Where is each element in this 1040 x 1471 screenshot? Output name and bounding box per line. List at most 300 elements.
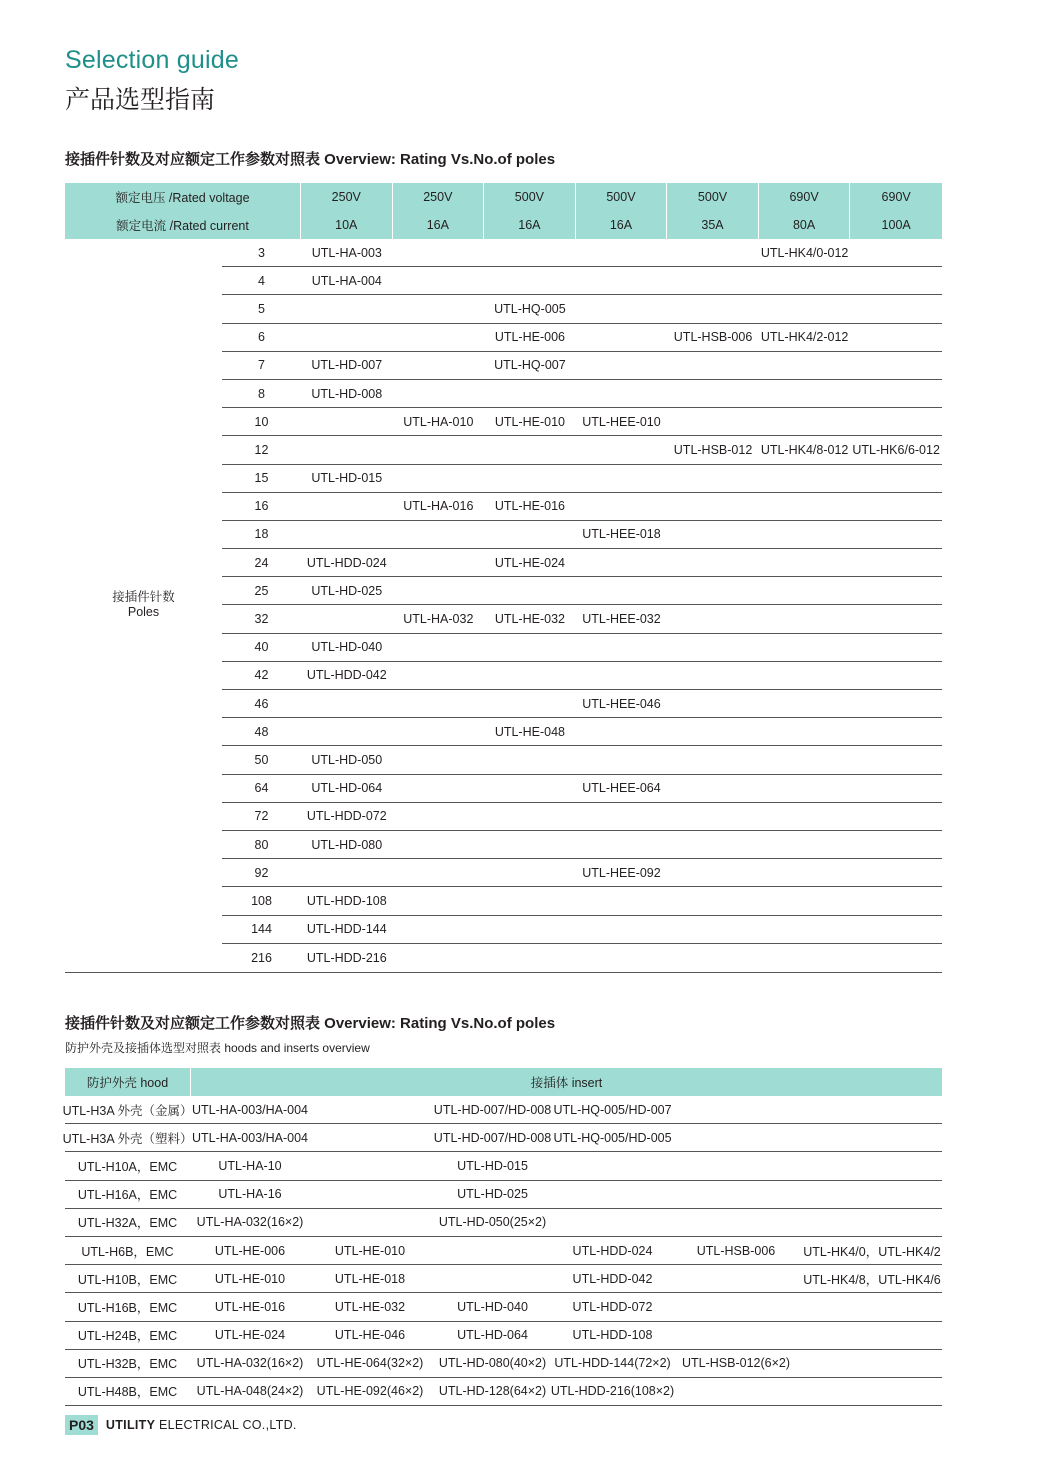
table-row — [65, 1181, 942, 1209]
poles-rows — [222, 239, 942, 972]
insert-cell — [802, 1350, 942, 1377]
model-cell — [667, 690, 759, 717]
pole-count: 4 — [258, 273, 265, 288]
model-cell — [759, 746, 851, 773]
model-cell — [850, 944, 942, 972]
table-row — [65, 1293, 942, 1321]
model-cell — [301, 605, 393, 632]
insert-cell: UTL-HE-032 — [334, 1299, 406, 1314]
hood-cell: UTL-H16A，EMC — [77, 1188, 178, 1203]
table-row — [65, 1209, 942, 1237]
model-cell — [484, 662, 576, 689]
model-cell — [484, 577, 576, 604]
insert-cell — [802, 1378, 942, 1405]
model-cell — [667, 916, 759, 943]
model-cell — [850, 577, 942, 604]
model-cell: UTL-HE-006 — [494, 330, 565, 345]
model-cell: UTL-HEE-092 — [582, 865, 661, 880]
insert-cell — [555, 1209, 670, 1236]
table-row — [222, 944, 942, 972]
model-cell — [393, 690, 485, 717]
model-cell — [393, 577, 485, 604]
insert-cell — [310, 1209, 430, 1236]
insert-cell: UTL-HDD-216(108×2) — [550, 1384, 675, 1399]
insert-cell: UTL-HA-032(16×2) — [196, 1356, 304, 1371]
insert-cell: UTL-HE-018 — [334, 1271, 406, 1286]
pole-count: 48 — [254, 724, 269, 739]
model-cell — [667, 521, 759, 548]
pole-count: 25 — [254, 583, 269, 598]
insert-header: 接插体 insert — [530, 1076, 603, 1090]
model-cell — [850, 380, 942, 407]
insert-cell — [670, 1124, 802, 1151]
pole-count: 40 — [254, 640, 269, 655]
insert-cell: UTL-HE-016 — [214, 1299, 286, 1314]
table-row — [222, 718, 942, 746]
table-row — [65, 1350, 942, 1378]
model-cell — [759, 521, 851, 548]
voltage-value: 250V — [393, 183, 485, 211]
model-cell — [484, 521, 576, 548]
model-cell: UTL-HEE-010 — [582, 414, 661, 429]
model-cell — [393, 803, 485, 830]
model-cell — [667, 605, 759, 632]
model-cell — [393, 944, 485, 972]
model-cell — [484, 775, 576, 802]
hood-cell: UTL-H3A 外壳（金属） — [62, 1103, 193, 1118]
model-cell: UTL-HE-032 — [494, 612, 565, 627]
insert-cell — [802, 1293, 942, 1320]
insert-cell: UTL-HD-007/HD-008 — [433, 1102, 552, 1117]
insert-cell: UTL-HA-16 — [218, 1187, 282, 1202]
model-cell — [850, 352, 942, 379]
table-row — [222, 634, 942, 662]
table-row — [222, 831, 942, 859]
model-cell: UTL-HK4/2-012 — [760, 330, 849, 345]
model-cell: UTL-HSB-006 — [673, 330, 753, 345]
model-cell — [850, 605, 942, 632]
model-cell — [759, 859, 851, 886]
model-cell — [301, 436, 393, 463]
model-cell — [759, 605, 851, 632]
model-cell: UTL-HDD-024 — [306, 555, 387, 570]
model-cell — [301, 493, 393, 520]
model-cell — [393, 634, 485, 661]
model-cell — [667, 408, 759, 435]
model-cell — [576, 803, 668, 830]
page-footer — [65, 1415, 297, 1435]
voltage-value: 500V — [484, 183, 576, 211]
insert-cell — [802, 1152, 942, 1179]
model-cell — [301, 718, 393, 745]
model-cell — [850, 295, 942, 322]
insert-cell — [670, 1293, 802, 1320]
current-value: 35A — [667, 211, 759, 239]
pole-count: 42 — [254, 668, 269, 683]
model-cell: UTL-HDD-216 — [306, 950, 387, 965]
insert-cell — [802, 1322, 942, 1349]
current-header-row — [65, 211, 942, 239]
model-cell: UTL-HD-008 — [311, 386, 383, 401]
model-cell — [850, 634, 942, 661]
table-row — [222, 916, 942, 944]
pole-count: 16 — [254, 499, 269, 514]
model-cell — [484, 916, 576, 943]
model-cell — [393, 352, 485, 379]
rating-poles-table — [65, 183, 942, 973]
pole-count: 92 — [254, 865, 269, 880]
hood-header: 防护外壳 hood — [65, 1068, 191, 1096]
model-cell: UTL-HQ-005 — [494, 301, 566, 316]
insert-cell — [310, 1096, 430, 1123]
table-row — [222, 887, 942, 915]
model-cell — [393, 239, 485, 266]
model-cell — [393, 831, 485, 858]
model-cell — [667, 577, 759, 604]
model-cell — [393, 267, 485, 294]
model-cell — [667, 380, 759, 407]
page-title-cn: 产品选型指南 — [65, 86, 216, 114]
model-cell — [759, 465, 851, 492]
insert-cell: UTL-HDD-144(72×2) — [554, 1356, 671, 1371]
model-cell — [850, 859, 942, 886]
model-cell — [576, 831, 668, 858]
model-cell — [393, 859, 485, 886]
model-cell: UTL-HDD-144 — [306, 922, 387, 937]
insert-cell — [802, 1096, 942, 1123]
model-cell — [576, 887, 668, 914]
insert-cell: UTL-HDD-108 — [572, 1328, 653, 1343]
insert-cell — [430, 1237, 555, 1264]
model-cell — [759, 267, 851, 294]
model-cell — [667, 267, 759, 294]
pole-count: 32 — [254, 612, 269, 627]
insert-cell — [670, 1181, 802, 1208]
poles-label-cn: 接插件针数 — [112, 590, 175, 605]
model-cell: UTL-HA-003 — [311, 245, 382, 260]
hood-cell: UTL-H10A，EMC — [77, 1159, 178, 1174]
model-cell — [393, 380, 485, 407]
pole-count: 15 — [254, 471, 269, 486]
model-cell — [667, 493, 759, 520]
insert-cell — [670, 1152, 802, 1179]
model-cell — [667, 352, 759, 379]
hood-cell: UTL-H16B，EMC — [77, 1300, 178, 1315]
insert-cell: UTL-HDD-042 — [572, 1271, 653, 1286]
insert-cell: UTL-HA-003/HA-004 — [191, 1130, 308, 1145]
model-cell — [667, 887, 759, 914]
model-cell — [576, 718, 668, 745]
model-cell — [576, 493, 668, 520]
model-cell — [850, 803, 942, 830]
insert-cell: UTL-HD-040 — [457, 1299, 528, 1314]
pole-count: 24 — [254, 555, 269, 570]
model-cell — [484, 690, 576, 717]
pole-count: 50 — [254, 752, 269, 767]
pole-count: 72 — [254, 809, 269, 824]
table-row — [65, 1322, 942, 1350]
model-cell — [576, 239, 668, 266]
model-cell — [576, 295, 668, 322]
section1-heading: 接插件针数及对应额定工作参数对照表 Overview: Rating Vs.No.of poles — [65, 151, 556, 168]
model-cell — [667, 944, 759, 972]
model-cell — [393, 662, 485, 689]
model-cell — [667, 746, 759, 773]
model-cell — [850, 493, 942, 520]
hoods-inserts-table — [62, 1068, 942, 1406]
model-cell — [759, 493, 851, 520]
hood-cell: UTL-H24B，EMC — [77, 1329, 178, 1344]
model-cell — [759, 408, 851, 435]
model-cell: UTL-HD-050 — [311, 752, 383, 767]
model-cell — [667, 465, 759, 492]
page-number: P03 — [65, 1415, 98, 1435]
table-row — [222, 465, 942, 493]
model-cell: UTL-HE-010 — [494, 414, 565, 429]
insert-cell: UTL-HD-080(40×2) — [438, 1356, 547, 1371]
model-cell — [759, 549, 851, 576]
table-row — [222, 324, 942, 352]
pole-count: 46 — [254, 696, 269, 711]
model-cell — [850, 521, 942, 548]
pole-count: 108 — [251, 893, 272, 908]
model-cell — [301, 295, 393, 322]
model-cell — [850, 239, 942, 266]
table-row — [222, 746, 942, 774]
model-cell: UTL-HE-024 — [494, 555, 565, 570]
model-cell — [576, 465, 668, 492]
model-cell — [759, 577, 851, 604]
table-row — [62, 1124, 942, 1152]
model-cell — [759, 690, 851, 717]
company-name-bold: UTILITY — [105, 1418, 156, 1432]
model-cell: UTL-HE-048 — [494, 724, 565, 739]
poles-label-en: Poles — [127, 605, 160, 620]
insert-cell — [670, 1265, 802, 1292]
hoods-rows — [62, 1096, 942, 1406]
insert-cell — [555, 1152, 670, 1179]
model-cell — [759, 380, 851, 407]
model-cell — [759, 352, 851, 379]
hood-cell: UTL-H32B，EMC — [77, 1357, 178, 1372]
voltage-value: 690V — [881, 190, 911, 204]
model-cell — [484, 465, 576, 492]
model-cell — [576, 916, 668, 943]
insert-cell: UTL-HDD-024 — [572, 1243, 653, 1258]
model-cell — [759, 775, 851, 802]
model-cell: UTL-HD-015 — [311, 471, 383, 486]
poles-table-body — [65, 239, 942, 973]
model-cell — [393, 549, 485, 576]
table-row — [222, 577, 942, 605]
insert-cell: UTL-HA-032(16×2) — [196, 1215, 304, 1230]
model-cell: UTL-HD-025 — [311, 583, 383, 598]
model-cell — [393, 521, 485, 548]
model-cell — [393, 295, 485, 322]
model-cell: UTL-HEE-032 — [582, 612, 661, 627]
insert-cell: UTL-HE-092(46×2) — [316, 1384, 424, 1399]
model-cell — [576, 267, 668, 294]
table-row — [222, 803, 942, 831]
model-cell — [759, 916, 851, 943]
model-cell — [850, 746, 942, 773]
model-cell: UTL-HA-032 — [403, 612, 474, 627]
model-cell: UTL-HD-080 — [311, 837, 383, 852]
insert-cell: UTL-HSB-006 — [696, 1243, 776, 1258]
model-cell — [576, 436, 668, 463]
model-cell — [484, 436, 576, 463]
model-cell — [301, 690, 393, 717]
model-cell — [484, 746, 576, 773]
model-cell — [484, 239, 576, 266]
model-cell — [850, 324, 942, 351]
model-cell — [393, 746, 485, 773]
insert-cell — [555, 1181, 670, 1208]
hood-cell: UTL-H6B，EMC — [81, 1244, 174, 1259]
model-cell — [667, 775, 759, 802]
model-cell: UTL-HD-040 — [311, 640, 383, 655]
model-cell — [667, 718, 759, 745]
model-cell — [667, 634, 759, 661]
page-title-en: Selection guide — [65, 46, 239, 74]
model-cell: UTL-HSB-012 — [673, 442, 753, 457]
voltage-header-row — [65, 183, 942, 211]
model-cell: UTL-HA-004 — [311, 273, 382, 288]
current-value: 16A — [484, 211, 576, 239]
model-cell — [576, 577, 668, 604]
table-row — [222, 408, 942, 436]
model-cell — [850, 549, 942, 576]
insert-cell — [670, 1378, 802, 1405]
model-cell — [667, 859, 759, 886]
hood-cell: UTL-H3A 外壳（塑料） — [62, 1131, 193, 1146]
model-cell — [393, 887, 485, 914]
model-cell — [576, 549, 668, 576]
table-row — [62, 1096, 942, 1124]
table-row — [222, 549, 942, 577]
section2-subheading: 防护外壳及接插体选型对照表 hoods and inserts overview — [65, 1041, 370, 1055]
insert-cell: UTL-HD-007/HD-008 — [433, 1130, 552, 1145]
table-row — [222, 859, 942, 887]
table-row — [222, 605, 942, 633]
model-cell — [484, 831, 576, 858]
current-value: 16A — [576, 211, 668, 239]
model-cell — [393, 436, 485, 463]
table-row — [222, 239, 942, 267]
insert-cell — [310, 1152, 430, 1179]
current-value: 100A — [881, 218, 911, 232]
model-cell — [667, 239, 759, 266]
model-cell: UTL-HA-010 — [403, 414, 474, 429]
poles-label — [65, 239, 222, 972]
model-cell: UTL-HK6/6-012 — [852, 442, 940, 457]
insert-cell — [670, 1322, 802, 1349]
insert-cell: UTL-HD-025 — [457, 1187, 528, 1202]
insert-cell: UTL-HK4/0，UTL-HK4/2 — [803, 1244, 941, 1259]
model-cell — [301, 324, 393, 351]
table-row — [65, 1265, 942, 1293]
model-cell — [576, 324, 668, 351]
hoods-header-row — [65, 1068, 942, 1096]
insert-cell: UTL-HE-064(32×2) — [316, 1356, 424, 1371]
insert-cell: UTL-HA-10 — [218, 1158, 282, 1173]
model-cell — [850, 775, 942, 802]
model-cell — [850, 465, 942, 492]
current-value: 16A — [393, 211, 485, 239]
model-cell — [759, 803, 851, 830]
insert-cell: UTL-HSB-012(6×2) — [681, 1356, 791, 1371]
table-row — [65, 1378, 942, 1406]
insert-cell: UTL-HDD-072 — [572, 1299, 653, 1314]
model-cell — [667, 295, 759, 322]
model-cell — [576, 746, 668, 773]
insert-cell: UTL-HE-046 — [334, 1328, 406, 1343]
table-row — [222, 436, 942, 464]
table-row — [222, 775, 942, 803]
voltage-value: 500V — [576, 183, 668, 211]
insert-cell: UTL-HE-024 — [214, 1328, 286, 1343]
model-cell — [393, 718, 485, 745]
table-row — [222, 352, 942, 380]
current-label: 额定电流 /Rated current — [65, 211, 301, 239]
model-cell: UTL-HDD-108 — [306, 893, 387, 908]
model-cell: UTL-HEE-046 — [582, 696, 661, 711]
model-cell — [301, 408, 393, 435]
model-cell: UTL-HD-007 — [311, 358, 383, 373]
model-cell — [850, 267, 942, 294]
model-cell — [667, 831, 759, 858]
model-cell: UTL-HDD-072 — [306, 809, 387, 824]
pole-count: 80 — [254, 837, 269, 852]
model-cell — [850, 408, 942, 435]
model-cell — [850, 831, 942, 858]
hood-cell: UTL-H48B，EMC — [77, 1385, 178, 1400]
model-cell — [393, 916, 485, 943]
model-cell — [759, 831, 851, 858]
model-cell — [759, 662, 851, 689]
hood-cell: UTL-H32A，EMC — [77, 1216, 178, 1231]
table-row — [222, 662, 942, 690]
model-cell — [576, 634, 668, 661]
pole-count: 7 — [258, 358, 265, 373]
model-cell — [759, 295, 851, 322]
insert-cell: UTL-HA-003/HA-004 — [191, 1102, 308, 1117]
insert-cell: UTL-HD-050(25×2) — [438, 1215, 547, 1230]
model-cell: UTL-HE-016 — [494, 499, 565, 514]
model-cell — [393, 465, 485, 492]
insert-cell — [430, 1265, 555, 1292]
model-cell — [576, 944, 668, 972]
pole-count: 216 — [251, 950, 272, 965]
voltage-value: 500V — [667, 183, 759, 211]
pole-count: 64 — [254, 781, 269, 796]
model-cell — [759, 634, 851, 661]
model-cell — [759, 887, 851, 914]
table-row — [65, 1152, 942, 1180]
insert-cell: UTL-HA-048(24×2) — [196, 1384, 304, 1399]
table-row — [222, 521, 942, 549]
insert-cell: UTL-HE-010 — [214, 1271, 286, 1286]
table-row — [222, 380, 942, 408]
model-cell — [850, 916, 942, 943]
voltage-value: 690V — [759, 183, 851, 211]
model-cell — [759, 718, 851, 745]
model-cell — [484, 634, 576, 661]
insert-cell: UTL-HQ-005/HD-007 — [553, 1102, 672, 1117]
model-cell: UTL-HK4/0-012 — [760, 245, 849, 260]
model-cell — [484, 380, 576, 407]
model-cell: UTL-HA-016 — [403, 499, 474, 514]
